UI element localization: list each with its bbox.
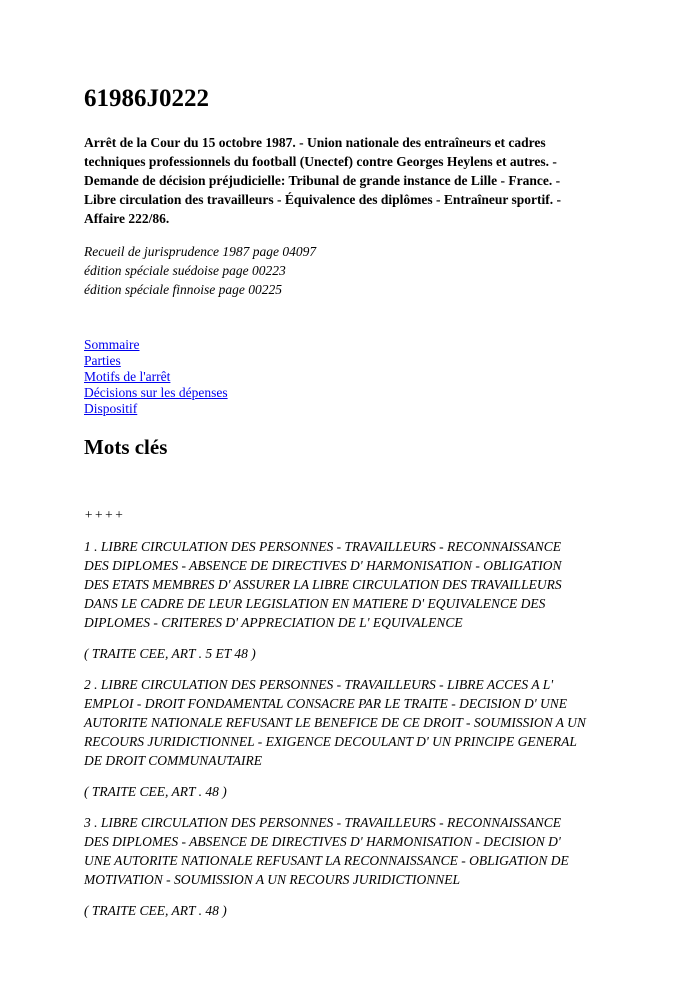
nav-link-depenses[interactable]: Décisions sur les dépenses xyxy=(84,385,228,400)
case-summary: Arrêt de la Cour du 15 octobre 1987. - Union nationale des entraîneurs et cadres techniques professionnels du football (Unectef) contre Georges Heylens et autres. - Demande de décision préjudicielle: Tribunal de grande instance de Lille - France. - Libre circulation des travailleurs - Équivalence des diplômes - Entraîneur sportif. - Affaire 222/86. xyxy=(84,135,561,226)
nav-link-sommaire[interactable]: Sommaire xyxy=(84,337,140,352)
keyword-paragraph: 1 . LIBRE CIRCULATION DES PERSONNES - TRAVAILLEURS - RECONNAISSANCE DES DIPLOMES - ABSENCE DE DIRECTIVES D' HARMONISATION - OBLIGATION DES ETATS MEMBRES D' ASSURER LA LIBRE CIRCULATION DES TRAVAILLEURS DANS LE CADRE DE LEUR LEGISLATION EN MATIERE D' EQUIVALENCE DES DIPLOMES - CRITERES D' APPRECIATION DE L' EQUIVALENCE xyxy=(84,539,562,630)
page-title: 61986J0222 xyxy=(84,85,209,112)
treaty-reference: ( TRAITE CEE, ART . 5 ET 48 ) xyxy=(84,646,256,661)
plus-separator: ++++ xyxy=(84,507,125,522)
nav-link-motifs[interactable]: Motifs de l'arrêt xyxy=(84,369,171,384)
report-reference-line: Recueil de jurisprudence 1987 page 04097 xyxy=(84,244,317,259)
document-body xyxy=(84,84,586,932)
keywords-section xyxy=(84,537,586,920)
nav-link-dispositif[interactable]: Dispositif xyxy=(84,401,138,416)
treaty-reference: ( TRAITE CEE, ART . 48 ) xyxy=(84,903,227,918)
report-references xyxy=(84,242,586,299)
keyword-paragraph: 2 . LIBRE CIRCULATION DES PERSONNES - TRAVAILLEURS - LIBRE ACCES A L' EMPLOI - DROIT FONDAMENTAL CONSACRE PAR LE TRAITE - DECISION D' UNE AUTORITE NATIONALE REFUSANT LE BENEFICE DE CE DROIT - SOUMISSION A UN RECOURS JURIDICTIONNEL - EXIGENCE DECOULANT D' UN PRINCIPE GENERAL DE DROIT COMMUNAUTAIRE xyxy=(84,677,586,768)
report-reference-line: édition spéciale suédoise page 00223 xyxy=(84,263,286,278)
report-reference-line: édition spéciale finnoise page 00225 xyxy=(84,282,282,297)
section-nav xyxy=(84,337,586,417)
nav-link-parties[interactable]: Parties xyxy=(84,353,121,368)
treaty-reference: ( TRAITE CEE, ART . 48 ) xyxy=(84,784,227,799)
section-heading-mots-cles: Mots clés xyxy=(84,435,168,459)
keyword-paragraph: 3 . LIBRE CIRCULATION DES PERSONNES - TRAVAILLEURS - RECONNAISSANCE DES DIPLOMES - ABSENCE DE DIRECTIVES D' HARMONISATION - DECISION D' UNE AUTORITE NATIONALE REFUSANT LA RECONNAISSANCE - OBLIGATION DE MOTIVATION - SOUMISSION A UN RECOURS JURIDICTIONNEL xyxy=(84,815,569,887)
